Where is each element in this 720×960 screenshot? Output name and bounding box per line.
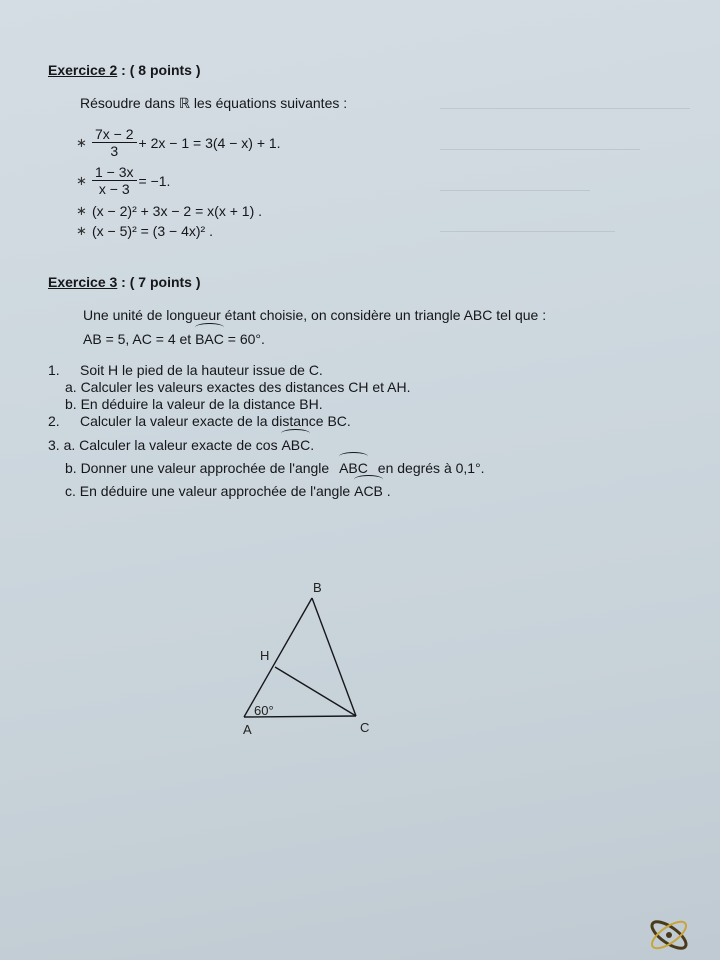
altitude-ch xyxy=(275,667,356,716)
vertex-label-c: C xyxy=(360,720,370,735)
equation-4-text: (x − 5)² = (3 − 4x)² . xyxy=(92,223,213,239)
question-2-number: 2. xyxy=(48,413,60,429)
equation-2-denominator: x − 3 xyxy=(98,181,130,197)
angle-abc: ABC xyxy=(281,437,311,453)
exercise-2-title-word: Exercice 2 xyxy=(48,62,118,78)
exercise-3-intro-line-1: Une unité de longueur étant choisie, on considère un triangle ABC tel que : xyxy=(83,307,547,323)
intro-givens: AB = 5, AC = 4 et xyxy=(83,331,192,347)
exercise-2-intro: Résoudre dans ℝ les équations suivantes : xyxy=(80,95,348,111)
side-ab xyxy=(244,598,312,717)
angle-acb: ACB xyxy=(354,483,383,499)
question-3a-text: 3. a. Calculer la valeur exacte de cos xyxy=(48,437,278,453)
intro-angle-value: = 60°. xyxy=(227,331,265,347)
point-label-h: H xyxy=(260,648,270,663)
question-3c-end: . xyxy=(386,483,391,499)
angle-bac: BAC xyxy=(195,331,224,347)
equation-1-denominator: 3 xyxy=(110,143,119,159)
equation-2-rest: = −1. xyxy=(138,172,171,189)
question-1-text: Soit H le pied de la hauteur issue de C. xyxy=(80,362,323,378)
angle-abc: ABC xyxy=(339,460,368,476)
side-bc xyxy=(312,598,356,716)
equation-1-rest: + 2x − 1 = 3(4 − x) + 1. xyxy=(138,134,281,151)
question-3a-end: . xyxy=(310,437,315,453)
atom-logo-icon xyxy=(644,912,694,958)
angle-label-60: 60° xyxy=(254,703,274,718)
bullet-star-icon: ∗ xyxy=(76,203,87,218)
bullet-star-icon: ∗ xyxy=(76,223,87,238)
question-1a: a. Calculer les valeurs exactes des distances CH et AH. xyxy=(65,379,411,395)
equation-1-numerator: 7x − 2 xyxy=(92,126,137,143)
question-2-text: Calculer la valeur exacte de la distance BC. xyxy=(80,413,351,429)
question-3c-text: c. En déduire une valeur approchée de l'angle xyxy=(65,483,351,499)
exercise-2-title-points: : ( 8 points ) xyxy=(117,62,201,78)
question-1b: b. En déduire la valeur de la distance BH. xyxy=(65,396,323,412)
question-3b-end: en degrés à 0,1°. xyxy=(377,460,485,476)
vertex-label-a: A xyxy=(243,722,252,737)
equation-2-numerator: 1 − 3x xyxy=(92,164,137,181)
exercise-3-title-word: Exercice 3 xyxy=(48,274,118,290)
vertex-label-b: B xyxy=(313,580,322,595)
bullet-star-icon: ∗ xyxy=(76,172,87,188)
bullet-star-icon: ∗ xyxy=(76,134,87,150)
exercise-3-title-points: : ( 7 points ) xyxy=(117,274,201,290)
equation-3-text: (x − 2)² + 3x − 2 = x(x + 1) . xyxy=(92,203,263,219)
question-1-number: 1. xyxy=(48,362,60,378)
question-3b-text: b. Donner une valeur approchée de l'angle xyxy=(65,460,330,476)
